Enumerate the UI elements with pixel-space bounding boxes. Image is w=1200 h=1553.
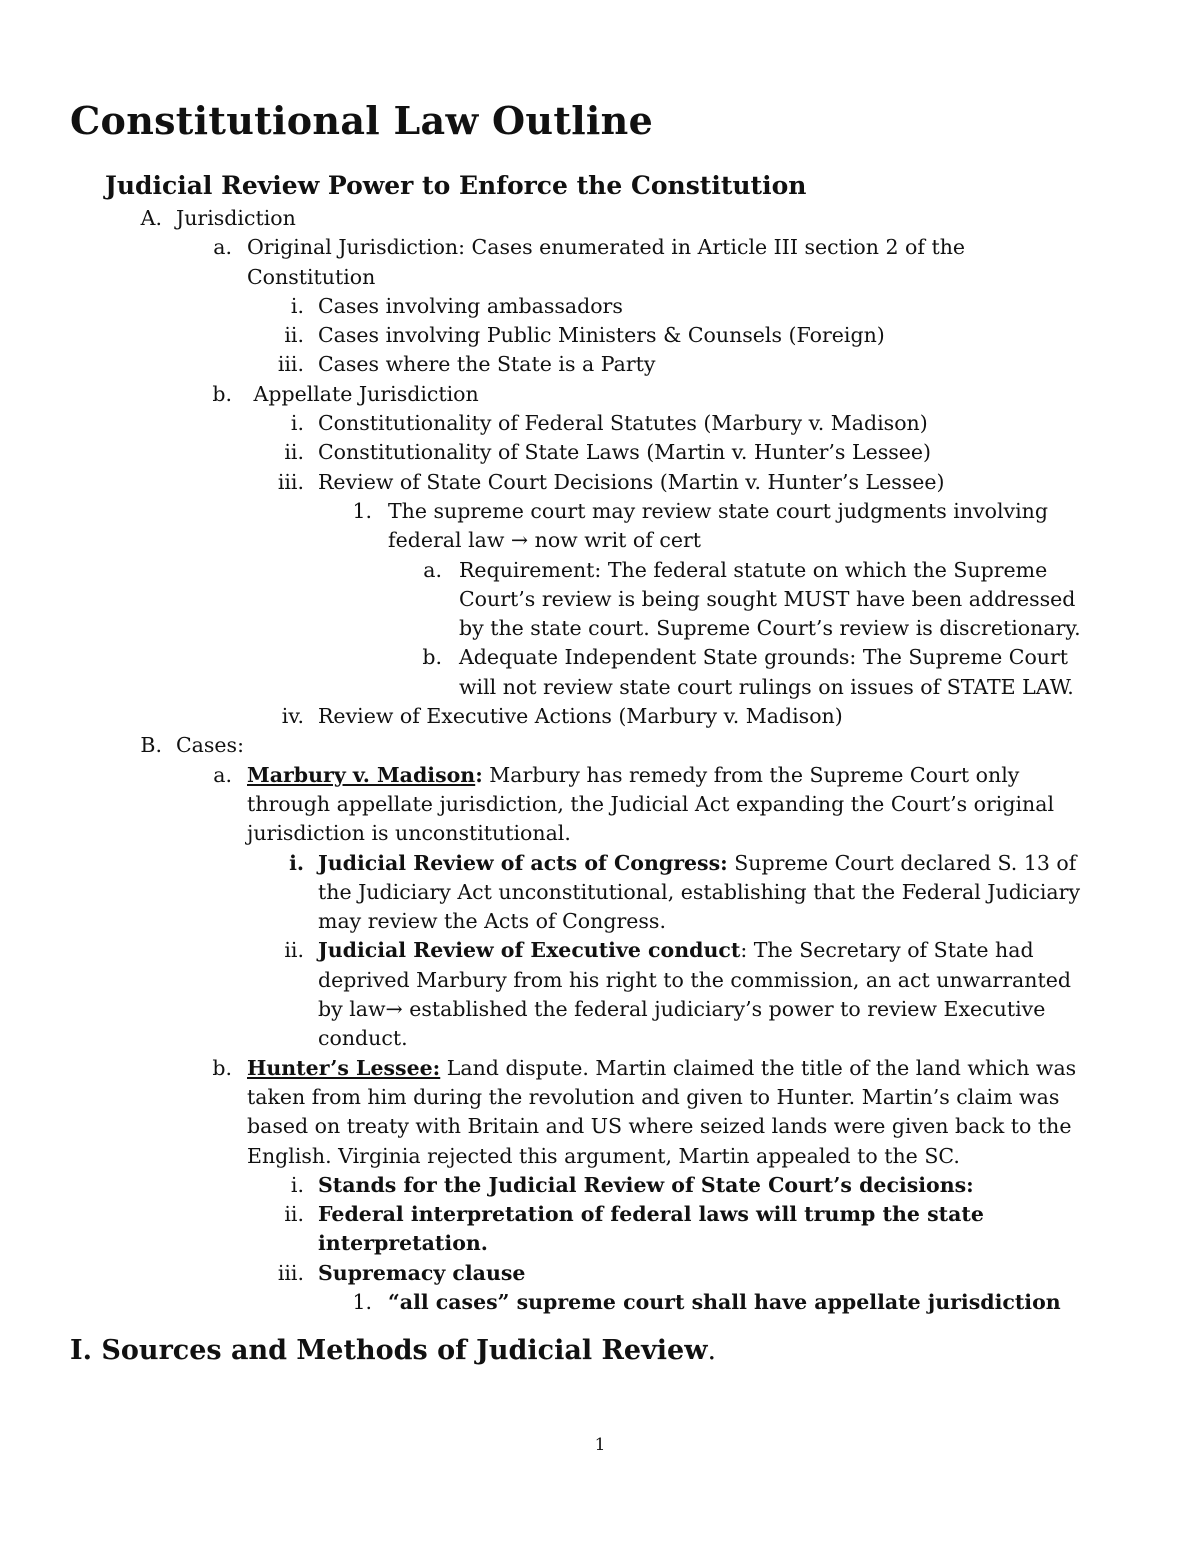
outline-item-B-b-iii-1 bbox=[0, 1288, 1200, 1317]
document-title: Constitutional Law Outline bbox=[70, 98, 654, 143]
page-number: 1 bbox=[594, 1435, 606, 1455]
list-marker: iii. bbox=[277, 352, 304, 377]
outline-item-A-b-iii-1-b bbox=[0, 643, 1200, 702]
outline-item-A-b-ii bbox=[0, 438, 1200, 467]
list-item-text: Review of Executive Actions (Marbury v. Madison) bbox=[318, 704, 843, 729]
list-item-text: Requirement: The federal statute on which the Supreme bbox=[459, 557, 1048, 582]
list-item-text: Original Jurisdiction: Cases enumerated in Article III section 2 of the bbox=[247, 235, 966, 260]
list-item-text: Stands for the Judicial Review of State Court’s decisions: bbox=[318, 1172, 974, 1197]
list-item-text: Review of State Court Decisions (Martin v. Hunter’s Lessee) bbox=[318, 469, 945, 494]
outline-item-B-a-ii bbox=[0, 936, 1200, 1053]
outline-item-B bbox=[0, 731, 1200, 760]
list-marker: b. bbox=[422, 645, 442, 670]
list-marker: b. bbox=[212, 1055, 232, 1080]
line-text: : The Secretary of State had bbox=[740, 938, 1034, 963]
line-text: by law bbox=[318, 997, 386, 1022]
line-text: : bbox=[475, 762, 483, 787]
list-marker: A. bbox=[140, 206, 162, 230]
list-item-text: Cases involving ambassadors bbox=[318, 293, 623, 318]
list-marker: i. bbox=[290, 411, 304, 436]
list-item-text: Federal interpretation of federal laws will trump the state bbox=[318, 1202, 984, 1227]
outline-item-A-a-iii bbox=[0, 350, 1200, 379]
outline-item-A-a-i bbox=[0, 292, 1200, 321]
list-item-text: Constitutionality of State Laws (Martin v. Hunter’s Lessee) bbox=[318, 440, 932, 465]
outline-item-A-b bbox=[0, 380, 1200, 409]
list-item-text: the Judiciary Act unconstitutional, establishing that the Federal Judiciary bbox=[318, 879, 1081, 904]
line-text: established the federal judiciary’s power to review Executive bbox=[402, 997, 1046, 1022]
heading-punctuation: . bbox=[707, 1335, 717, 1366]
list-item-text: English. Virginia rejected this argument, Martin appealed to the SC. bbox=[247, 1143, 960, 1168]
outline-item-A bbox=[0, 204, 1200, 233]
outline-item-A-b-iii-1-a bbox=[0, 556, 1200, 644]
list-marker: B. bbox=[140, 733, 162, 758]
outline-item-A-a bbox=[0, 233, 1200, 292]
outline-item-A-b-i bbox=[0, 409, 1200, 438]
list-marker: i. bbox=[290, 1172, 304, 1197]
list-item-text: Cases: bbox=[176, 733, 244, 758]
line-text: Supreme Court declared S. 13 of bbox=[727, 850, 1077, 875]
list-marker: b. bbox=[212, 381, 232, 406]
outline-item-B-b-ii bbox=[0, 1200, 1200, 1259]
case-name: Marbury v. Madison bbox=[247, 762, 476, 787]
list-marker: a. bbox=[423, 557, 442, 582]
outline-item-B-b-iii bbox=[0, 1259, 1200, 1288]
list-item-text: “all cases” supreme court shall have appellate jurisdiction bbox=[388, 1289, 1061, 1314]
list-marker: ii. bbox=[284, 1202, 304, 1227]
list-item-text bbox=[0, 995, 1200, 1024]
list-item-text: Supremacy clause bbox=[318, 1260, 526, 1285]
list-item-text bbox=[0, 761, 1200, 790]
list-marker: 1. bbox=[352, 498, 372, 523]
list-item-text: Constitution bbox=[247, 264, 376, 289]
line-text: now writ of cert bbox=[528, 528, 701, 553]
list-item-text bbox=[0, 1054, 1200, 1083]
list-item-text: based on treaty with Britain and US where seized lands were given back to the bbox=[247, 1114, 1072, 1139]
outline-item-B-b-i bbox=[0, 1171, 1200, 1200]
list-marker: ii. bbox=[284, 938, 304, 963]
arrow-right-icon: → bbox=[385, 997, 403, 1022]
line-text: Land dispute. Martin claimed the title of the land which was bbox=[440, 1055, 1077, 1080]
outline-item-B-a bbox=[0, 761, 1200, 849]
list-item-text: may review the Acts of Congress. bbox=[318, 909, 666, 934]
outline-item-A-b-iii bbox=[0, 468, 1200, 497]
list-item-text: conduct. bbox=[318, 1026, 408, 1051]
list-marker: i. bbox=[289, 850, 304, 875]
outline-item-A-b-iv bbox=[0, 702, 1200, 731]
outline-item-A-a-ii bbox=[0, 321, 1200, 350]
outline bbox=[0, 204, 1200, 1317]
list-item-text: deprived Marbury from his right to the commission, an act unwarranted bbox=[318, 967, 1071, 992]
list-marker: a. bbox=[213, 235, 232, 260]
list-item-text: Appellate Jurisdiction bbox=[247, 381, 479, 406]
section-heading-sources bbox=[70, 1331, 716, 1371]
list-item-text: by the state court. Supreme Court’s review is discretionary. bbox=[459, 616, 1081, 641]
case-name: Hunter’s Lessee: bbox=[247, 1055, 441, 1080]
list-item-text bbox=[0, 849, 1200, 878]
list-marker: i. bbox=[290, 293, 304, 318]
list-marker: iii. bbox=[277, 469, 304, 494]
list-item-text: The supreme court may review state court judgments involving bbox=[388, 498, 1048, 523]
list-item-text: jurisdiction is unconstitutional. bbox=[247, 821, 571, 846]
list-item-text: Cases where the State is a Party bbox=[318, 352, 656, 377]
outline-item-B-a-i bbox=[0, 849, 1200, 937]
list-item-text: will not review state court rulings on issues of STATE LAW. bbox=[459, 674, 1074, 699]
outline-item-A-b-iii-1 bbox=[0, 497, 1200, 556]
list-item-text: Adequate Independent State grounds: The Supreme Court bbox=[459, 645, 1069, 670]
list-marker: iv. bbox=[281, 704, 304, 729]
list-item-text bbox=[0, 526, 1200, 555]
outline-item-B-b bbox=[0, 1054, 1200, 1171]
list-item-text: Cases involving Public Ministers & Counsels (Foreign) bbox=[318, 323, 885, 348]
list-item-text: Jurisdiction bbox=[176, 206, 296, 230]
list-marker: ii. bbox=[284, 440, 304, 465]
line-text: federal law bbox=[388, 528, 511, 553]
line-text: Judicial Review of Executive conduct bbox=[318, 938, 741, 963]
list-item-text: Court’s review is being sought MUST have been addressed bbox=[459, 586, 1076, 611]
list-marker: iii. bbox=[277, 1260, 304, 1285]
heading-text: I. Sources and Methods of Judicial Review bbox=[70, 1335, 708, 1366]
section-heading: Judicial Review Power to Enforce the Constitution bbox=[105, 171, 807, 200]
list-item-text: taken from him during the revolution and given to Hunter. Martin’s claim was bbox=[247, 1084, 1060, 1109]
line-text: Marbury has remedy from the Supreme Court only bbox=[482, 762, 1020, 787]
arrow-right-icon: → bbox=[510, 528, 529, 553]
list-item-text bbox=[0, 936, 1200, 965]
list-item-text: interpretation. bbox=[318, 1231, 488, 1256]
list-item-text: Constitutionality of Federal Statutes (Marbury v. Madison) bbox=[318, 411, 928, 436]
list-marker: 1. bbox=[352, 1289, 372, 1314]
list-marker: ii. bbox=[284, 323, 304, 348]
list-item-text: through appellate jurisdiction, the Judicial Act expanding the Court’s original bbox=[247, 791, 1055, 816]
list-marker: a. bbox=[213, 762, 232, 787]
line-text: Judicial Review of acts of Congress: bbox=[318, 850, 728, 875]
